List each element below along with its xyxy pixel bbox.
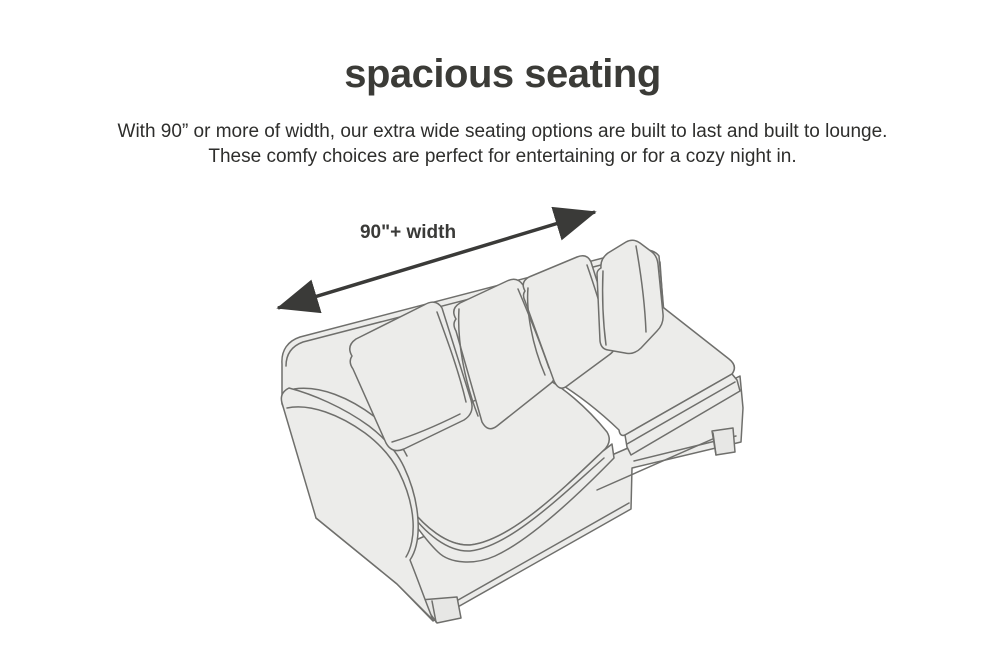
dimension-label: 90"+ width xyxy=(359,222,457,243)
description-line-2: These comfy choices are perfect for entertaining or for a cozy night in. xyxy=(208,146,797,167)
sofa-illustration xyxy=(281,240,743,623)
page-title: spacious seating xyxy=(344,52,661,96)
description-line-1: With 90” or more of width, our extra wide seating options are built to last and built to lounge. xyxy=(117,121,888,142)
